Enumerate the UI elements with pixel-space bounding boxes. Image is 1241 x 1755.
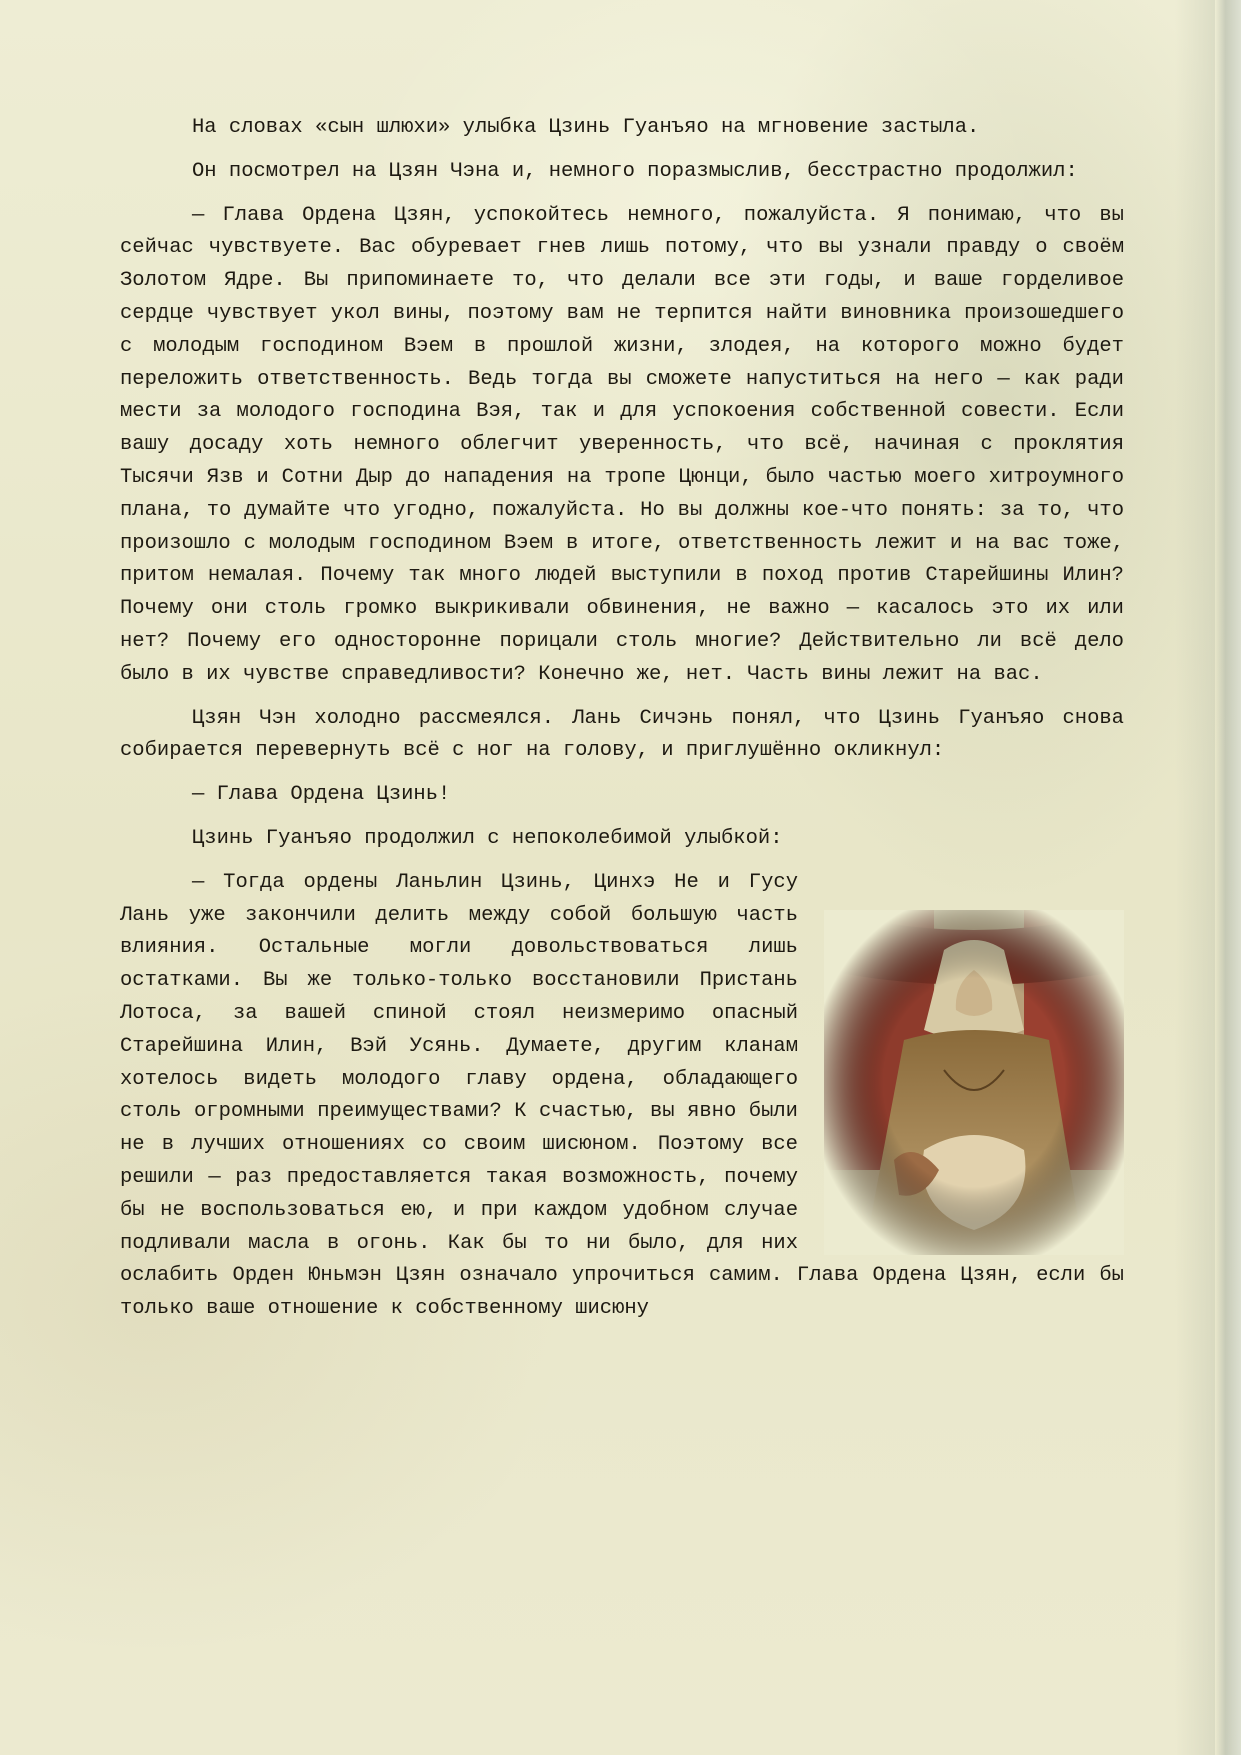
page-edge-shadow	[1175, 0, 1215, 1755]
paragraph: — Глава Ордена Цзинь!	[192, 783, 451, 807]
paragraph: Цзинь Гуанъяо продолжил с непоколебимой улыбкой:	[192, 826, 783, 850]
illustration-figure-image	[824, 910, 1124, 1255]
paragraph: — Тогда ордены Ланьлин Цзинь, Цинхэ Не и Гусу Лань уже закончили делить между собой большую часть влияния. Остальные могли довольствоваться лишь остатками. Вы же только-только восстановили Пристань Лотоса, за вашей спиной стоял неизмеримо опасный Старейшина Илин, Вэй Усянь. Думаете, другим кланам хотелось видеть молодого главу ордена, обладающего столь огромными преимуществами? К счастью, вы явно были не в лучших отношениях со своим шисюном. Поэтому все решили — раз предоставляется такая возможность, почему бы не воспользоваться ею, и при каждом удобном случае подливали масла в огонь. Как бы то ни было, для них ослабить Орден Юньмэн Цзян означало упрочиться самим. Глава Ордена Цзян, если бы только ваше отношение к собственному шисюну	[120, 870, 1124, 1321]
text-column	[120, 112, 1124, 1337]
paragraph: — Глава Ордена Цзян, успокойтесь немного, пожалуйста. Я понимаю, что вы сейчас чувствуете. Вас обуревает гнев лишь потому, что вы узнали правду о своём Золотом Ядре. Вы припоминаете то, что делали все эти годы, и ваше горделивое сердце чувствует укол вины, поэтому вам не терпится найти виновника произошедшего с молодым господином Вэем в прошлой жизни, злодея, на которого можно будет переложить ответственность. Ведь тогда вы сможете напуститься на него — как ради мести за молодого господина Вэя, так и для успокоения собственной совести. Если вашу досаду хоть немного облегчит уверенность, что всё, начиная с проклятия Тысячи Язв и Сотни Дыр до нападения на тропе Цюнци, было частью моего хитроумного плана, то думайте что угодно, пожалуйста. Но вы должны кое-что понять: за то, что произошло с молодым господином Вэем в итоге, ответственность лежит и на вас тоже, притом немалая. Почему так много людей выступили в поход против Старейшины Илин? Почему они столь громко выкрикивали обвинения, не важно — касалось это их или нет? Почему его односторонне порицали столь многие? Действительно ли всё дело было в их чувстве справедливости? Конечно же, нет. Часть вины лежит на вас.	[120, 203, 1124, 686]
paragraph: Он посмотрел на Цзян Чэна и, немного поразмыслив, бесстрастно продолжил:	[192, 159, 1078, 183]
illustration	[824, 910, 1124, 1255]
paragraph: На словах «сын шлюхи» улыбка Цзинь Гуанъяо на мгновение застыла.	[192, 116, 980, 139]
page-edge	[1215, 0, 1241, 1755]
paragraph: Цзян Чэн холодно рассмеялся. Лань Сичэнь понял, что Цзинь Гуанъяо снова собирается перевернуть всё с ног на голову, и приглушённо окликнул:	[120, 706, 1124, 763]
